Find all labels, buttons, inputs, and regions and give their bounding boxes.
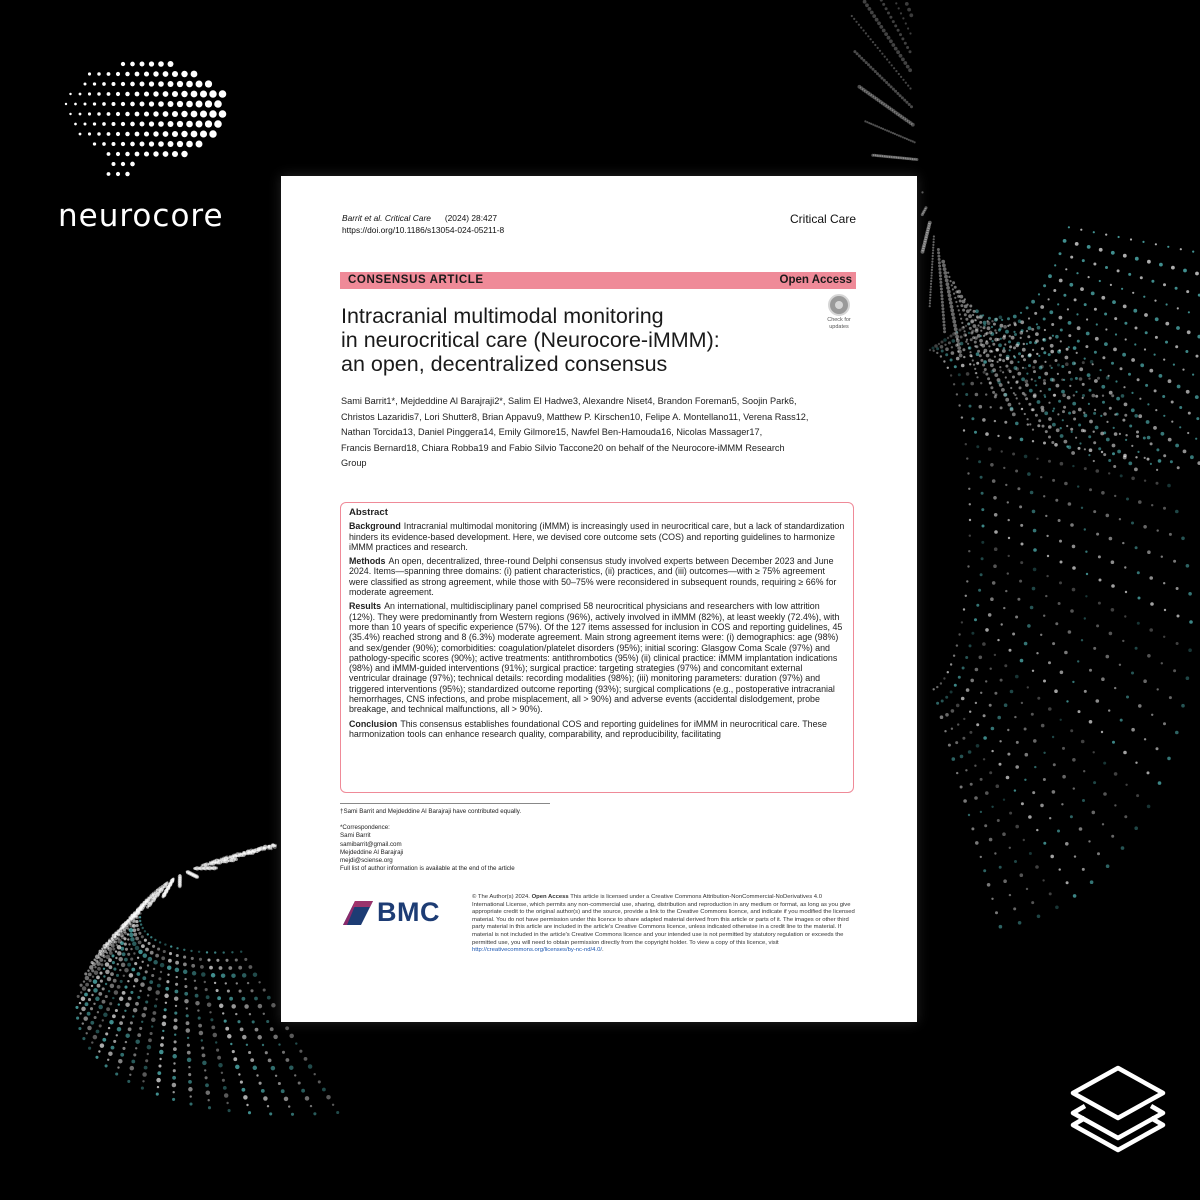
title-line: Intracranial multimodal monitoring (341, 304, 664, 328)
citation-authors: Barrit et al. Critical Care (342, 213, 431, 223)
correspondence-email[interactable]: mejdi@sciense.org (340, 857, 393, 865)
article-page (281, 176, 917, 1022)
correspondence-line: *Correspondence: (340, 824, 390, 831)
bmc-logo (343, 898, 458, 928)
correspondence-line: Sami Barrit (340, 832, 371, 840)
check-updates-text: Check for updates (827, 317, 851, 330)
open-access-label: Open Access (779, 274, 852, 286)
brain-dots-icon (58, 58, 228, 198)
equal-contribution-footnote: †Sami Barrit and Mejdeddine Al Barajraji have contributed equally. (340, 808, 522, 815)
bmc-logo-text: BMC (377, 897, 440, 927)
license-text: © The Author(s) 2024. Open Access This article is licensed under a Creative Commons Attribution-NonCommercial-NoDerivatives 4.0 International License, which permits any non-commercial use, sharing, distribution and reproduction in any medium or format, as long as you give appropriate credit to the original author(s) and the source, provide a link to the Creative Commons licence, and indicate if you modified the licensed material. You do not have permission under this licence to share adapted material derived from this article or parts of it. The images or other third party material in this article are included in the article's Creative Commons licence, unless indicated otherwise in a credit line to the material. If material is not included in the article's Creative Commons licence and your intended use is not permitted by statutory regulation or exceeds the permitted use, you will need to obtain permission directly from the copyright holder. To view a copy of this licence, visit http://creativecommons.org/licenses/by-nc-nd/4.0/. (472, 894, 855, 954)
bmc-mark-icon (343, 901, 373, 925)
doi-link[interactable]: https://doi.org/10.1186/s13054-024-05211-8 (342, 224, 505, 235)
citation-year-volume: (2024) 28:427 (444, 213, 498, 223)
correspondence-line: Mejdeddine Al Barajraji (340, 848, 404, 856)
author-list (341, 394, 861, 472)
correspondence-line: Full list of author information is available at the end of the article (340, 865, 515, 873)
corner-layers-icon (1063, 1058, 1173, 1158)
author-line: Sami Barrit1*, Mejdeddine Al Barajraji2*, Salim El Hadwe3, Alexandre Niset4, Brandon Foreman5, Soojin Park6, (341, 396, 797, 406)
article-title (341, 304, 761, 376)
article-type-banner (340, 272, 856, 289)
citation-block (342, 213, 504, 236)
footnote-divider (340, 803, 550, 804)
abstract-box (340, 502, 854, 793)
abstract-results: Results An international, multidisciplinary panel comprised 58 neurocritical physicians and researchers with low attrition (12%). They were predominantly from Western regions (96%), actively involved in iMMM (82%), at least weekly (72.4%), with more than 10 years of specific experience (57%). Of the 127 items assessed for inclusion in COS and reporting guidelines, 45 (35.4%) reached strong and 8 (6.3%) moderate agreement. Main strong agreement items were: (i) demographics: age (98%) and sex/gender (90%); comorbidities: coagulation/platelet disorders (95%); initial scoring: Glasgow Coma Scale (97%) and pathology-specific scores (90%); active treatments: antithrombotics (95%) (ii) clinical practice: iMMM implantation indications (98%) and iMMM-guided interventions (91%); surgical practice: targeting strategies (97%) and concomitant external ventricular drainage (97%); technical details: recording modalities (98%); (iii) monitoring parameters: duration (97%) and triggered interventions (95%); standardized outcome reporting (93%); surgical complications (e.g., postoperative intracranial hemorrhages, CNS infections, and probe misplacement, all > 90%) and adverse events (accidental dislodgement, probe breakage, and technical malfunctions, all > 90%). (349, 601, 843, 715)
author-line: Christos Lazaridis7, Lori Shutter8, Brian Appavu9, Matthew P. Kirschen10, Felipe A. Montellano11, Verena Rass12, (341, 411, 809, 422)
title-line: an open, decentralized consensus (341, 352, 668, 376)
correspondence-block (340, 824, 515, 874)
author-line: Group (341, 458, 367, 468)
license-link[interactable]: http://creativecommons.org/licenses/by-nc-nd/4.0/ (472, 947, 602, 954)
correspondence-email[interactable]: samibarrit@gmail.com (340, 840, 402, 848)
author-line: Nathan Torcida13, Daniel Pinggera14, Emily Gilmore15, Nawfel Ben-Hamouda16, Nicolas Massager17, (341, 427, 763, 437)
license-open-access: Open Access (531, 894, 569, 900)
brand-logo (58, 58, 228, 234)
abstract-background: Background Intracranial multimodal monitoring (iMMM) is increasingly used in neurocritical care, but a lack of standardization hinders its evidence-based development. Here, we devised core outcome sets (COS) and reporting guidelines to harmonize iMMM practices and research. (349, 521, 845, 552)
abstract-heading: Abstract (349, 507, 388, 518)
check-for-updates-badge[interactable] (822, 294, 856, 330)
brand-name: neurocore (58, 198, 224, 234)
article-type-label: CONSENSUS ARTICLE (348, 274, 484, 286)
title-line: in neurocritical care (Neurocore-iMMM): (341, 328, 720, 352)
journal-name: Critical Care (789, 212, 856, 226)
abstract-conclusion: Conclusion This consensus establishes foundational COS and reporting guidelines for iMMM in neurocritical care. These harmonization tools can enhance research quality, comparability, and reproducibility, facilitating (349, 718, 827, 739)
check-updates-icon (828, 294, 850, 316)
abstract-methods: Methods An open, decentralized, three-round Delphi consensus study involved experts between December 2023 and June 2024. Items—spanning three domains: (i) patient characteristics, (ii) practices, and (iii) outcomes—with ≥ 75% agreement were classified as strong agreement, while those with 50–75% were reconsidered in subsequent rounds, requiring ≥ 66% for moderate agreement. (349, 556, 837, 598)
author-line: Francis Bernard18, Chiara Robba19 and Fabio Silvio Taccone20 on behalf of the Neurocore-iMMM Research (341, 442, 785, 453)
